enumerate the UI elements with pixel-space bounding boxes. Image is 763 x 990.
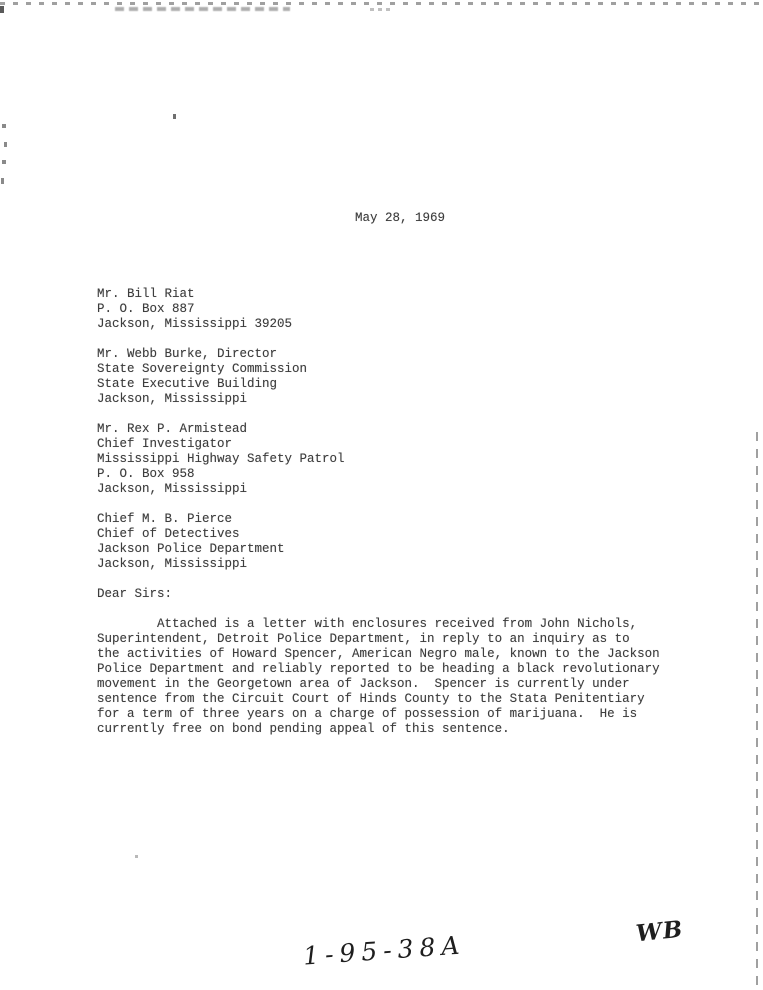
- handwritten-file-number: 1-95-38A: [302, 930, 467, 971]
- scan-smudge: [115, 7, 290, 11]
- address-line: Mississippi Highway Safety Patrol: [97, 452, 345, 466]
- address-line: Mr. Webb Burke, Director: [97, 347, 278, 361]
- body-line: sentence from the Circuit Court of Hinds County to the Stata Penitentiary: [97, 692, 645, 706]
- address-line: Mr. Bill Riat: [97, 287, 195, 301]
- address-line: State Executive Building: [97, 377, 278, 391]
- scan-corner-mark: [0, 6, 4, 13]
- address-line: Jackson, Mississippi: [97, 557, 248, 571]
- body-line: Attached is a letter with enclosures received from John Nichols,: [97, 617, 638, 631]
- handwritten-initials: WB: [634, 915, 685, 948]
- scan-top-edge-dashes: [0, 2, 763, 5]
- address-line: Jackson Police Department: [97, 542, 285, 556]
- letter-date: May 28, 1969: [355, 211, 446, 225]
- address-line: Jackson, Mississippi: [97, 392, 248, 406]
- body-line: the activities of Howard Spencer, American Negro male, known to the Jackson: [97, 647, 660, 661]
- body-line: Police Department and reliably reported to be heading a black revolutionary: [97, 662, 660, 676]
- scan-right-edge-dashes: [756, 432, 758, 990]
- body-line: for a term of three years on a charge of possession of marijuana. He is: [97, 707, 638, 721]
- scan-smudge: [370, 8, 394, 11]
- recipient-block-bill-riat: [97, 287, 292, 332]
- scan-speck: [2, 124, 6, 128]
- address-line: Chief M. B. Pierce: [97, 512, 233, 526]
- address-line: P. O. Box 887: [97, 302, 195, 316]
- scan-speck: [2, 160, 6, 164]
- address-line: Jackson, Mississippi 39205: [97, 317, 293, 331]
- scan-speck: [135, 855, 138, 858]
- address-line: Mr. Rex P. Armistead: [97, 422, 248, 436]
- recipient-block-webb-burke: [97, 347, 307, 407]
- body-line: movement in the Georgetown area of Jackson. Spencer is currently under: [97, 677, 630, 691]
- address-line: Chief Investigator: [97, 437, 233, 451]
- address-line: Chief of Detectives: [97, 527, 240, 541]
- salutation: Dear Sirs:: [97, 587, 173, 601]
- recipient-block-mb-pierce: [97, 512, 285, 572]
- address-line: State Sovereignty Commission: [97, 362, 308, 376]
- address-line: P. O. Box 958: [97, 467, 195, 481]
- body-line: Superintendent, Detroit Police Department, in reply to an inquiry as to: [97, 632, 630, 646]
- scan-speck: [4, 142, 7, 147]
- body-line: currently free on bond pending appeal of this sentence.: [97, 722, 510, 736]
- scan-speck: [1, 178, 4, 184]
- recipient-block-rex-armistead: [97, 422, 345, 497]
- address-line: Jackson, Mississippi: [97, 482, 248, 496]
- body-paragraph: [97, 617, 660, 737]
- scan-speck: [173, 114, 176, 119]
